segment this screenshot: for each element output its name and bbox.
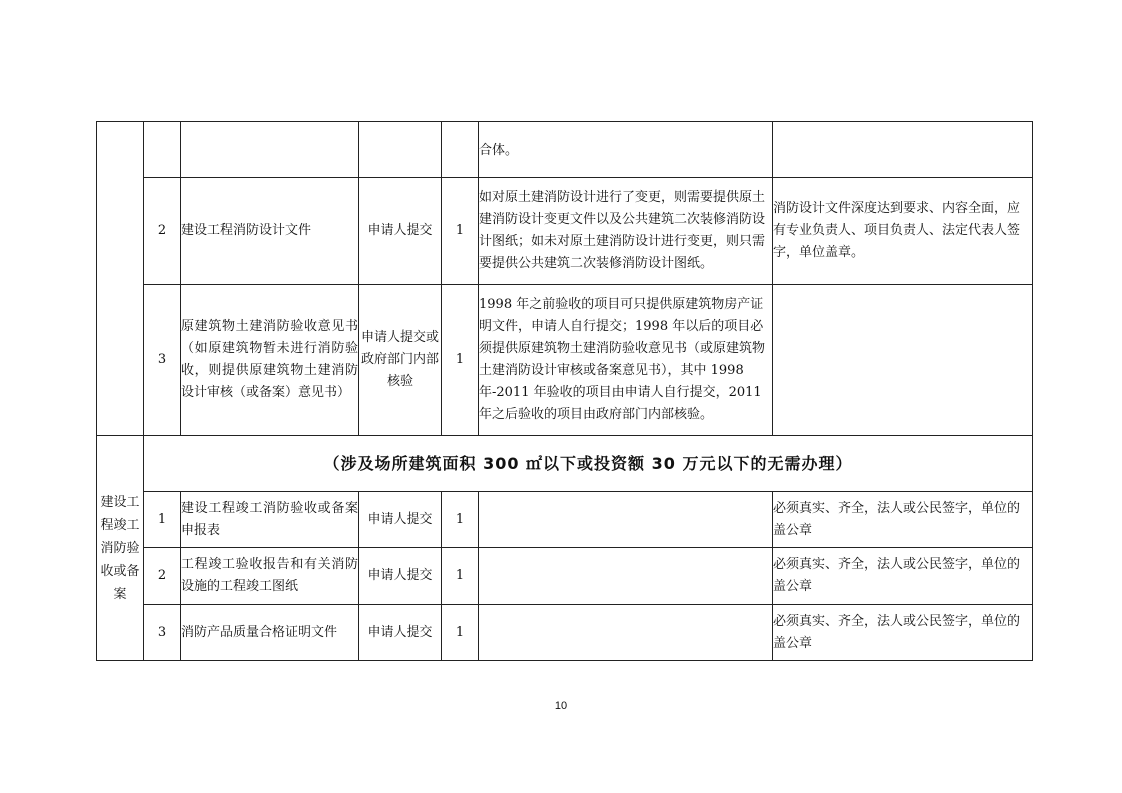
copies-count: 1 <box>442 285 479 436</box>
material-requirement: 必须真实、齐全，法人或公民签字，单位的盖公章 <box>773 548 1033 605</box>
copies-count: 1 <box>442 548 479 605</box>
material-name: 工程竣工验收报告和有关消防设施的工程竣工图纸 <box>181 548 359 605</box>
copies-count: 1 <box>442 605 479 661</box>
material-requirement: 必须真实、齐全，法人或公民签字，单位的盖公章 <box>773 492 1033 548</box>
row-number: 2 <box>144 178 181 285</box>
row-number: 3 <box>144 605 181 661</box>
material-requirement <box>773 285 1033 436</box>
section-title: 建设工程竣工消防验收或备案 <box>97 436 144 661</box>
material-name: 消防产品质量合格证明文件 <box>181 605 359 661</box>
material-requirement <box>773 122 1033 178</box>
submission-method: 申请人提交 <box>359 548 442 605</box>
section-cell-continued <box>97 122 144 436</box>
table-row <box>97 285 1033 436</box>
table-row <box>97 492 1033 548</box>
material-note <box>479 605 773 661</box>
material-name: 原建筑物土建消防验收意见书（如原建筑物暂未进行消防验收，则提供原建筑物土建消防设计审核（或备案）意见书） <box>181 285 359 436</box>
page-number: 10 <box>554 700 568 712</box>
table-row <box>97 178 1033 285</box>
row-number: 1 <box>144 492 181 548</box>
material-requirement: 消防设计文件深度达到要求、内容全面，应有专业负责人、项目负责人、法定代表人签字，单位盖章。 <box>773 178 1033 285</box>
table-row <box>97 548 1033 605</box>
material-name <box>181 122 359 178</box>
material-note: 1998 年之前验收的项目可只提供原建筑物房产证明文件，申请人自行提交；1998 年以后的项目必须提供原建筑物土建消防验收意见书（或原建筑物土建消防设计审核或备案意见书），其中 1998 年-2011 年验收的项目由申请人自行提交，2011 年之后验收的项目由政府部门内部核验。 <box>479 285 773 436</box>
row-number: 3 <box>144 285 181 436</box>
row-number <box>144 122 181 178</box>
submission-method <box>359 122 442 178</box>
submission-method: 申请人提交 <box>359 605 442 661</box>
copies-count: 1 <box>442 492 479 548</box>
row-number: 2 <box>144 548 181 605</box>
material-name: 建设工程消防设计文件 <box>181 178 359 285</box>
material-note <box>479 548 773 605</box>
submission-method: 申请人提交 <box>359 178 442 285</box>
section-banner: （涉及场所建筑面积 300 ㎡以下或投资额 30 万元以下的无需办理） <box>144 436 1033 492</box>
table-row <box>97 436 1033 492</box>
table-row <box>97 605 1033 661</box>
copies-count: 1 <box>442 178 479 285</box>
copies-count <box>442 122 479 178</box>
material-name: 建设工程竣工消防验收或备案申报表 <box>181 492 359 548</box>
material-requirement: 必须真实、齐全，法人或公民签字，单位的盖公章 <box>773 605 1033 661</box>
material-note: 如对原土建消防设计进行了变更，则需要提供原土建消防设计变更文件以及公共建筑二次装修消防设计图纸；如未对原土建消防设计进行变更，则只需要提供公共建筑二次装修消防设计图纸。 <box>479 178 773 285</box>
material-note <box>479 492 773 548</box>
materials-table <box>96 121 1033 661</box>
material-note: 合体。 <box>479 122 773 178</box>
submission-method: 申请人提交 <box>359 492 442 548</box>
table-row <box>97 122 1033 178</box>
submission-method: 申请人提交或政府部门内部核验 <box>359 285 442 436</box>
